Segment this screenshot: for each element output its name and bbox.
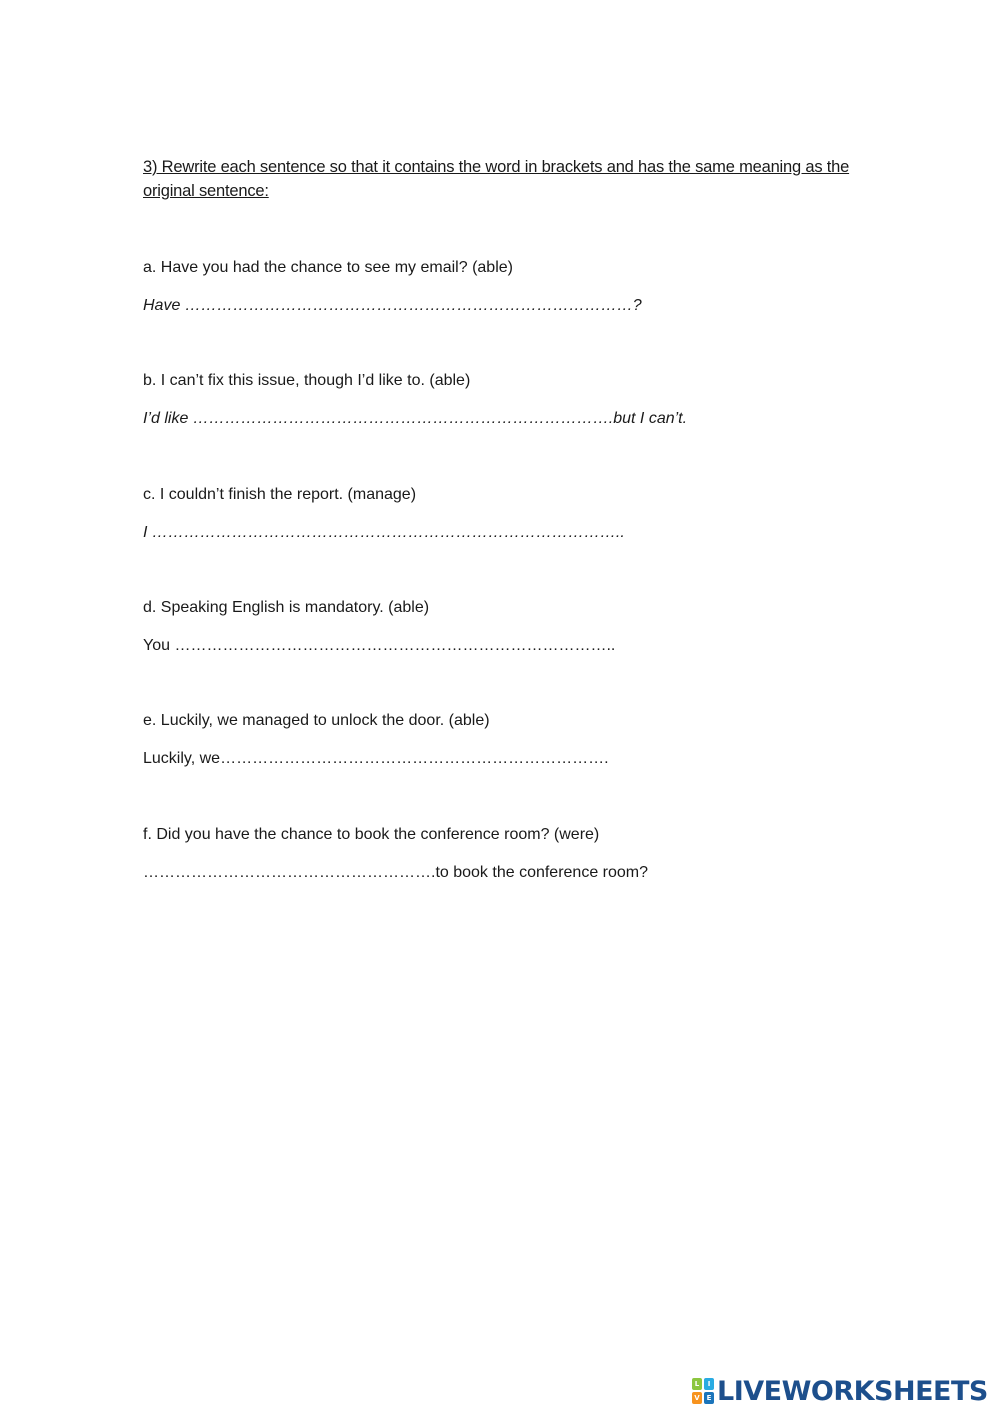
answer-line-f[interactable]: ……………………………………………….to book the conference room? bbox=[143, 864, 649, 881]
logo-mark-icon bbox=[692, 1378, 714, 1404]
answer-line-d[interactable]: You ……………………………………………………………………….. bbox=[143, 637, 616, 654]
answer-line-c[interactable]: I …………………………………………………………………………….. bbox=[143, 524, 625, 541]
answer-line-a[interactable]: Have …………………………………………………………………………? bbox=[143, 297, 642, 314]
answer-line-b[interactable]: I’d like …………………………………………………………………….but I can’t. bbox=[143, 410, 688, 427]
answer-line-e[interactable]: Luckily, we………………………………………………………………. bbox=[143, 750, 609, 767]
question-f: f. Did you have the chance to book the conference room? (were) bbox=[143, 826, 600, 843]
logo-mark-letter: V bbox=[692, 1392, 702, 1404]
question-b: b. I can’t fix this issue, though I’d like to. (able) bbox=[143, 372, 471, 389]
logo-mark-letter: L bbox=[692, 1378, 702, 1390]
question-e: e. Luckily, we managed to unlock the door. (able) bbox=[143, 712, 490, 729]
question-a: a. Have you had the chance to see my email? (able) bbox=[143, 259, 513, 276]
question-d: d. Speaking English is mandatory. (able) bbox=[143, 599, 430, 616]
logo-text: LIVEWORKSHEETS bbox=[717, 1375, 988, 1407]
instruction-heading: 3) Rewrite each sentence so that it contains the word in brackets and has the same meaning as the original sentence: bbox=[143, 158, 850, 200]
logo-mark-letter: E bbox=[704, 1392, 714, 1404]
liveworksheets-logo bbox=[692, 1374, 988, 1408]
question-c: c. I couldn’t finish the report. (manage) bbox=[143, 486, 417, 503]
logo-mark-letter: I bbox=[704, 1378, 714, 1390]
